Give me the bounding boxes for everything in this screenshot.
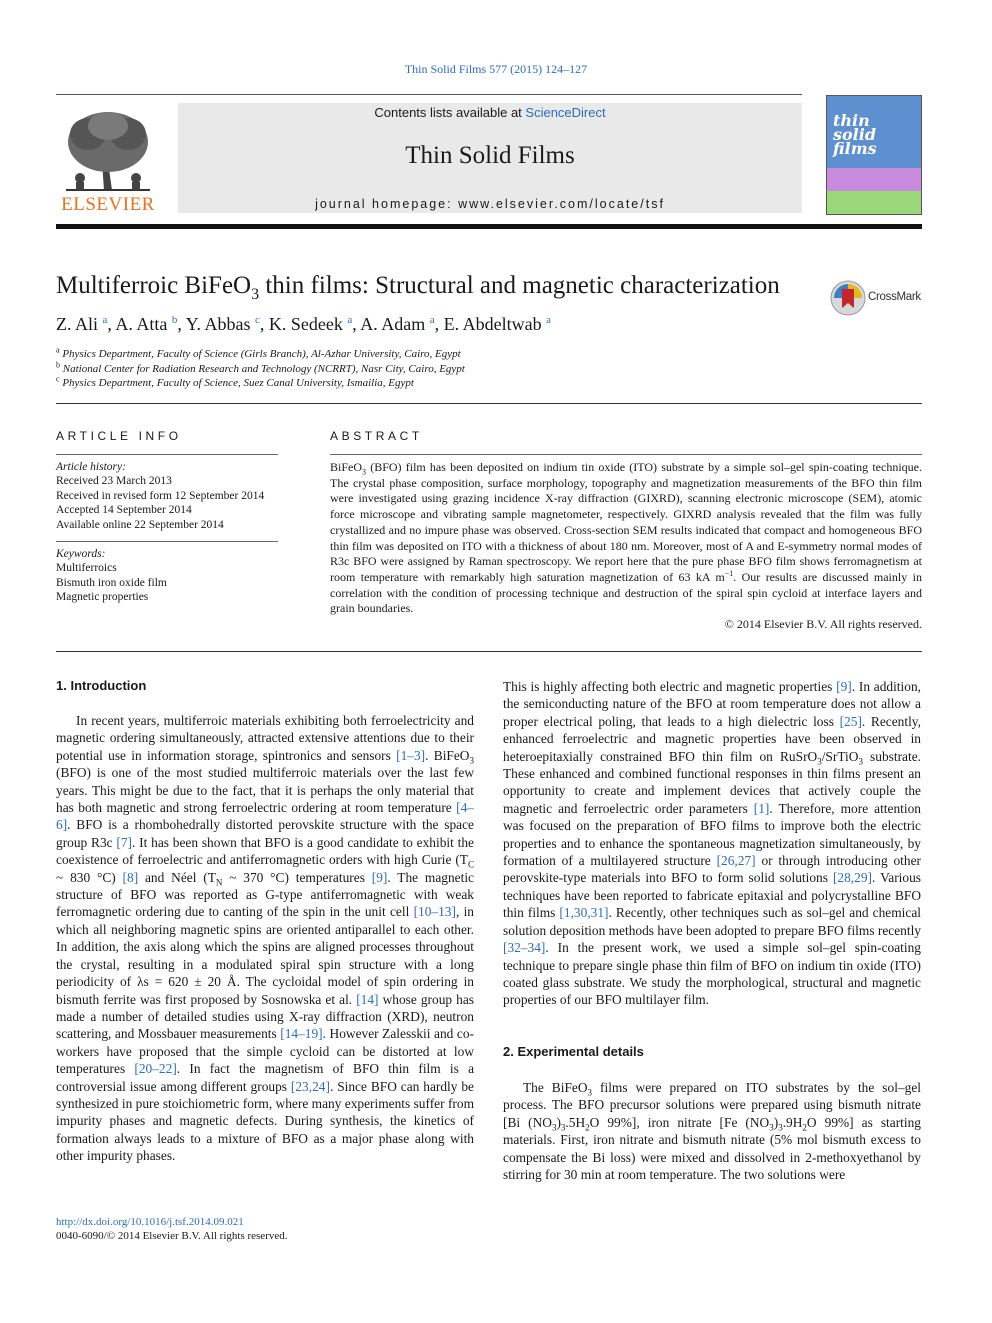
header-top-rule bbox=[56, 94, 802, 95]
keywords: Keywords: Multiferroics Bismuth iron oxide film Magnetic properties bbox=[56, 547, 278, 605]
article-info-rule bbox=[56, 454, 278, 455]
contents-line bbox=[178, 105, 802, 120]
article-info-heading: ARTICLE INFO bbox=[56, 429, 182, 443]
affiliations bbox=[56, 347, 465, 391]
journal-cover-image bbox=[826, 95, 922, 215]
issn-copyright: 0040-6090/© 2014 Elsevier B.V. All rights reserved. bbox=[56, 1230, 288, 1242]
author[interactable]: A. Atta bbox=[115, 314, 168, 334]
author[interactable]: A. Adam bbox=[360, 314, 426, 334]
author[interactable]: E. Abdeltwab bbox=[443, 314, 542, 334]
journal-homepage[interactable]: journal homepage: www.elsevier.com/locate/tsf bbox=[315, 197, 665, 211]
experimental-paragraph: The BiFeO$_3$ films were prepared on ITO substrates by the sol–gel process. The BFO precursor solutions were prepared using bismuth nitrate [Bi $(NO_3)_3.5H_2O$ 99%], iron nitrate [Fe $(NO_3)_3.9H_2O$ 99%] as starting materials. First, iron nitrate and bismuth nitrate (5% mol bismuth excess to compensate the Bi loss) were mixed and dissolved in 2-methoxyethanol by stirring for 30 min at room temperature. The two solutions were bbox=[503, 1080, 922, 1183]
abstract-heading: ABSTRACT bbox=[330, 429, 423, 443]
journal-reference[interactable] bbox=[0, 62, 992, 77]
section-heading-introduction: 1. Introduction bbox=[56, 678, 147, 693]
section-heading-experimental: 2. Experimental details bbox=[503, 1044, 644, 1059]
cover-title: thin solid films bbox=[833, 111, 877, 158]
abstract-rule bbox=[330, 454, 922, 455]
author-list: Z. Ali $^a$, A. Atta $^b$, Y. Abbas $^c$, K. Sedeek $^a$, A. Adam $^a$, E. Abdeltwab $^a$ bbox=[56, 314, 551, 334]
author[interactable]: Z. Ali bbox=[56, 314, 99, 334]
affiliation-item: $^b$ National Center for Radiation Research and Technology (NCRRT), Nasr City, Cairo, Egypt bbox=[56, 359, 465, 375]
journal-title: Thin Solid Films bbox=[405, 142, 575, 169]
author[interactable]: K. Sedeek bbox=[268, 314, 343, 334]
doi-link[interactable]: http://dx.doi.org/10.1016/j.tsf.2014.09.021 bbox=[56, 1216, 244, 1228]
title-divider bbox=[56, 403, 922, 404]
abstract-text: BiFeO$_3$ (BFO) film has been deposited on indium tin oxide (ITO) substrate by a simple sol–gel spin-coating technique. The crystal phase composition, surface morphology, topography and magnetization measurements of the BFO thin film were investigated using grazing incidence X-ray diffraction (GIXRD), scanning electronic microscope (SEM), atomic force microscope and vibrating sample magnetometer, respectively. GIXRD analysis revealed that the film was fully crystallized and no impure phase was observed. Cross-section SEM results indicated that compact and homogeneous BFO thin film was deposited on ITO with a thickness of about 180 nm. Moreover, most of A and E-symmetry normal modes of R3c BFO were assigned by Raman spectroscopy. We report here that the pure phase BFO film shows ferromagnetism at room temperature with remarkably high saturation magnetization of 63 kA $m^{-1}$. Our results are discussed mainly in correlation with the condition of processing technique and destruction of the spiral spin cycloid at interface layers and grain boundaries. © 2014 Elsevier B.V. All rights reserved. bbox=[330, 460, 922, 632]
abstract-divider bbox=[56, 651, 922, 652]
abstract-copyright: © 2014 Elsevier B.V. All rights reserved. bbox=[724, 617, 922, 632]
sciencedirect-link[interactable]: ScienceDirect bbox=[525, 105, 606, 120]
contents-prefix: Contents lists available at bbox=[374, 105, 526, 120]
introduction-paragraph: In recent years, multiferroic materials exhibiting both ferroelectricity and magnetic ordering simultaneously, attracted extensive attentions due to their potential use in information storage, spintronics and sensors [1–3]. BiFeO$_3$ (BFO) is one of the most studied multiferroic materials over the last few years. This might be due to the fact, that it is perhaps the only material that has both magnetic and strong ferroelectric ordering at room temperature [4–6]. BFO is a rhombohedrally distorted perovskite structure with the space group R3c [7]. It has been shown that BFO is a good candidate to exhibit the coexistence of ferroelectric and antiferromagnetic orders with high Curie ($T_C$ ~ 830 °C) [8] and Néel ($T_N$ ~ 370 °C) temperatures [9]. The magnetic structure of BFO was reported as G-type antiferromagnetic with weak ferromagnetic ordering due to canting of the spin in the unit cell [10–13], in which all neighboring magnetic spins are oriented antiparallel to each other. In addition, the axis along which the spins are aligned processes throughout the crystal, resulting in a modulated spiral spin structure with a long periodicity of λs = 620 ± 20 Å. The cycloidal model of spin ordering in bismuth ferrite was first proposed by Sosnowska et al. [14] whose group has made a number of detailed studies using X-ray diffraction (XRD), neutron scattering, and Mossbauer measurements [14–19]. However Zalesskii and co-workers have proposed that the simple cycloid can be distorted at low temperatures [20–22]. In fact the magnetism of BFO thin film is a controversial issue among different groups [23,24]. Since BFO can hardly be synthesized in pure stoichiometric form, where many experiments suffer from impurity phases and magnetic defects. During synthesis, the kinetics of formation always leads to a mixture of BFO as a major phase along with other impurity phases. bbox=[56, 713, 475, 1164]
keywords-rule bbox=[56, 541, 278, 542]
crossmark-label[interactable]: CrossMark bbox=[868, 291, 921, 303]
keyword: Magnetic properties bbox=[56, 591, 149, 604]
affiliation-item: $^a$ Physics Department, Faculty of Science (Girls Branch), Al-Azhar University, Cairo, Egypt bbox=[56, 345, 461, 360]
journal-reference-link[interactable]: Thin Solid Films 577 (2015) 124–127 bbox=[404, 62, 588, 76]
keyword: Bismuth iron oxide film bbox=[56, 576, 167, 589]
affiliation-item: $^c$ Physics Department, Faculty of Science, Suez Canal University, Ismailia, Egypt bbox=[56, 374, 414, 390]
article-title: Multiferroic BiFeO$_3$ thin films: Structural and magnetic characterization bbox=[56, 272, 780, 303]
right-column-text: This is highly affecting both electric and magnetic properties [9]. In addition, the semiconducting nature of the BFO at room temperature does not allow a proper electrical poling, that leads to a high dielectric loss [25]. Recently, enhanced ferroelectric and magnetic properties have been observed in heteroepitaxially constrained BFO thin film on RuSrO$_3$/SrTiO$_3$ substrate. These enhanced and combined functional responses in thin films present an opportunity to create and implement devices that actively couple the magnetic and ferroelectric order parameters [1]. Therefore, more attention was focused on the preparation of BFO films to improve both the electric properties and to enhance the spontaneous magnetization simultaneously, by formation of a multilayered structure [26,27] or through introducing other perovskite-type materials into BFO to form solid solutions [28,29]. Various techniques have been reported to fabricate epitaxial and polycrystalline BFO thin films [1,30,31]. Recently, other techniques such as sol–gel and chemical solution deposition methods have been adopted to prepare BFO films recently [32–34]. In the present work, we used a simple sol–gel spin-coating technique to prepare single phase thin film of BFO on indium tin oxide (ITO) coated glass substrate. We study the morphological, structural and magnetic properties of our BFO multilayer film. bbox=[503, 679, 922, 1008]
crossmark-icon[interactable] bbox=[830, 280, 866, 316]
keyword: Multiferroics bbox=[56, 562, 117, 575]
article-history: Article history: Received 23 March 2013 Received in revised form 12 September 2014 Accepted 14 September 2014 Available online 22 September 2014 bbox=[56, 461, 265, 531]
header-bottom-rule bbox=[56, 224, 922, 229]
elsevier-wordmark: ELSEVIER bbox=[61, 194, 155, 215]
author[interactable]: Y. Abbas bbox=[185, 314, 251, 334]
